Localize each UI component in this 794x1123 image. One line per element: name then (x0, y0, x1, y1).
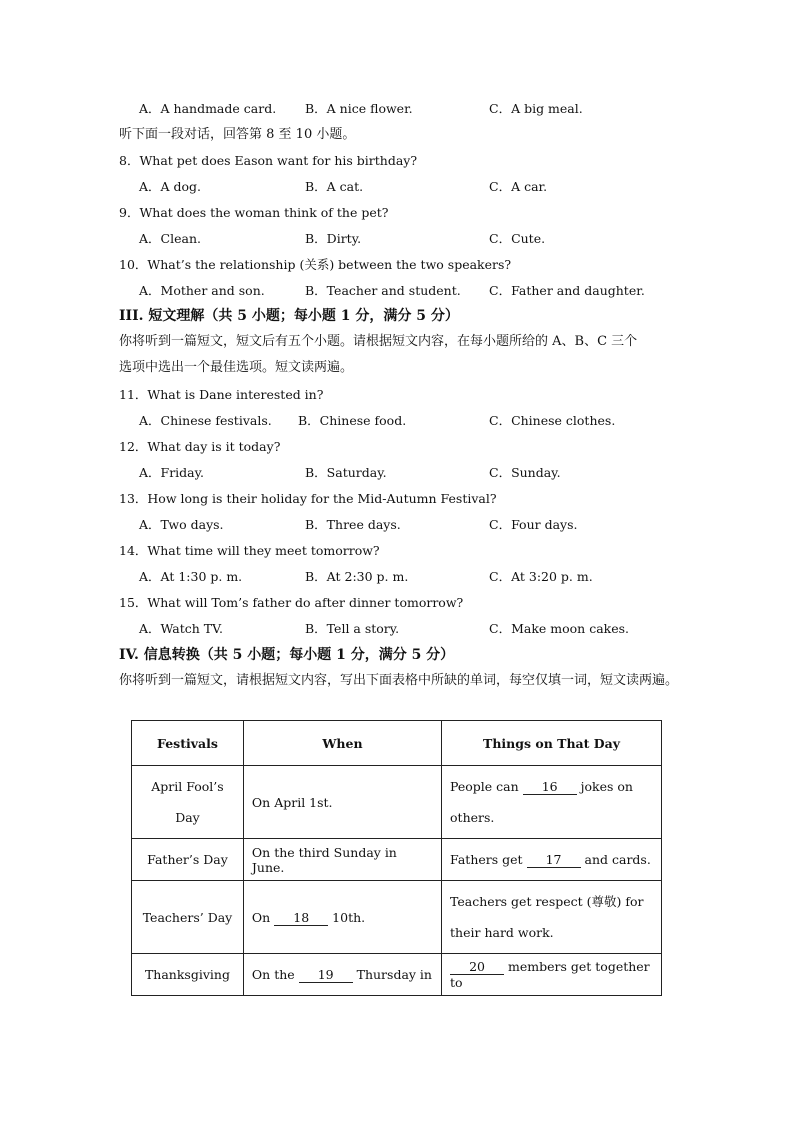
when-cell (243, 954, 441, 996)
when-text-post: Thursday in (352, 966, 432, 982)
q11-option-c: C．Chinese clothes. (489, 413, 616, 428)
festival-cell: Teachers’ Day (132, 881, 244, 954)
things-cell (442, 954, 662, 996)
table-row (132, 839, 662, 881)
q7-option-a: A．A handmade card. (139, 101, 277, 116)
q15-option-b: B．Tell a story. (305, 621, 400, 636)
table-row (132, 881, 662, 954)
q10-option-a: A．Mother and son. (139, 283, 265, 298)
q8-option-b: B．A cat. (305, 179, 364, 194)
q7-option-b: B．A nice flower. (305, 101, 413, 116)
q15-option-a: A．Watch TV. (139, 621, 223, 636)
q11-option-a: A．Chinese festivals. (139, 413, 272, 428)
festival-name: April Fool’s Day (151, 779, 224, 825)
section-3-instruction-2: 选项中选出一个最佳选项。短文读两遍。 (119, 360, 354, 375)
when-cell: On April 1st. (243, 766, 441, 839)
header-when: When (243, 721, 441, 766)
q9-option-c: C．Cute. (489, 231, 546, 246)
header-festivals: Festivals (132, 721, 244, 766)
instruction-8-10: 听下面一段对话，回答第 8 至 10 小题。 (119, 127, 356, 142)
q8-option-c: C．A car. (489, 179, 548, 194)
festival-cell: Father’s Day (132, 839, 244, 881)
q12-option-c: C．Sunday. (489, 465, 561, 480)
things-cell: Teachers get respect (尊敬) for their hard work. (442, 881, 662, 954)
when-cell: On the third Sunday in June. (243, 839, 441, 881)
table-header-row (132, 721, 662, 766)
when-text-pre: On (251, 909, 275, 925)
q14-option-c: C．At 3:20 p. m. (489, 569, 593, 584)
when-text-post: 10th. (328, 909, 366, 925)
question-10: 10．What’s the relationship (关系) between the two speakers? (119, 257, 512, 272)
q9-option-a: A．Clean. (139, 231, 201, 246)
q13-option-b: B．Three days. (305, 517, 401, 532)
q10-option-c: C．Father and daughter. (489, 283, 645, 298)
things-cell (442, 839, 662, 881)
q14-option-a: A．At 1:30 p. m. (139, 569, 243, 584)
question-12: 12．What day is it today? (119, 439, 281, 454)
things-text-post: and cards. (580, 851, 651, 867)
q13-option-c: C．Four days. (489, 517, 578, 532)
header-things: Things on That Day (442, 721, 662, 766)
q12-option-b: B．Saturday. (305, 465, 387, 480)
q11-option-b: B．Chinese food. (298, 413, 407, 428)
q15-option-c: C．Make moon cakes. (489, 621, 630, 636)
question-14: 14．What time will they meet tomorrow? (119, 543, 380, 558)
blank-16[interactable]: 16 (523, 780, 577, 795)
things-text-post: members get together to (450, 959, 650, 990)
question-11: 11．What is Dane interested in? (119, 387, 324, 402)
section-4-instruction: 你将听到一篇短文，请根据短文内容，写出下面表格中所缺的单词，每空仅填一词，短文读两遍。 (119, 673, 679, 688)
things-text-pre: People can (450, 779, 523, 794)
table-row (132, 766, 662, 839)
question-8: 8．What pet does Eason want for his birthday? (119, 153, 418, 168)
q14-option-b: B．At 2:30 p. m. (305, 569, 409, 584)
things-text-post: jokes on others. (450, 779, 633, 825)
section-4-title: IV. 信息转换（共 5 小题；每小题 1 分，满分 5 分） (119, 647, 455, 663)
q8-option-a: A．A dog. (139, 179, 202, 194)
q7-option-c: C．A big meal. (489, 101, 583, 116)
blank-17[interactable]: 17 (527, 853, 581, 868)
info-table (131, 720, 662, 996)
question-15: 15．What will Tom’s father do after dinner tomorrow? (119, 595, 464, 610)
q10-option-b: B．Teacher and student. (305, 283, 461, 298)
festival-cell: Thanksgiving (132, 954, 244, 996)
q9-option-b: B．Dirty. (305, 231, 362, 246)
festival-cell (132, 766, 244, 839)
things-cell (442, 766, 662, 839)
q13-option-a: A．Two days. (139, 517, 224, 532)
question-9: 9．What does the woman think of the pet? (119, 205, 389, 220)
blank-19[interactable]: 19 (299, 968, 353, 983)
blank-20[interactable]: 20 (450, 960, 504, 975)
blank-18[interactable]: 18 (274, 911, 328, 926)
when-text-pre: On the (251, 966, 299, 982)
things-text-pre: Fathers get (450, 851, 527, 867)
section-3-instruction-1: 你将听到一篇短文，短文后有五个小题。请根据短文内容，在每小题所给的 A、B、C 三个 (119, 334, 638, 349)
q12-option-a: A．Friday. (139, 465, 205, 480)
table-row (132, 954, 662, 996)
section-3-title: III. 短文理解（共 5 小题；每小题 1 分，满分 5 分） (119, 308, 459, 324)
question-13: 13．How long is their holiday for the Mid-Autumn Festival? (119, 491, 497, 506)
when-cell (243, 881, 441, 954)
